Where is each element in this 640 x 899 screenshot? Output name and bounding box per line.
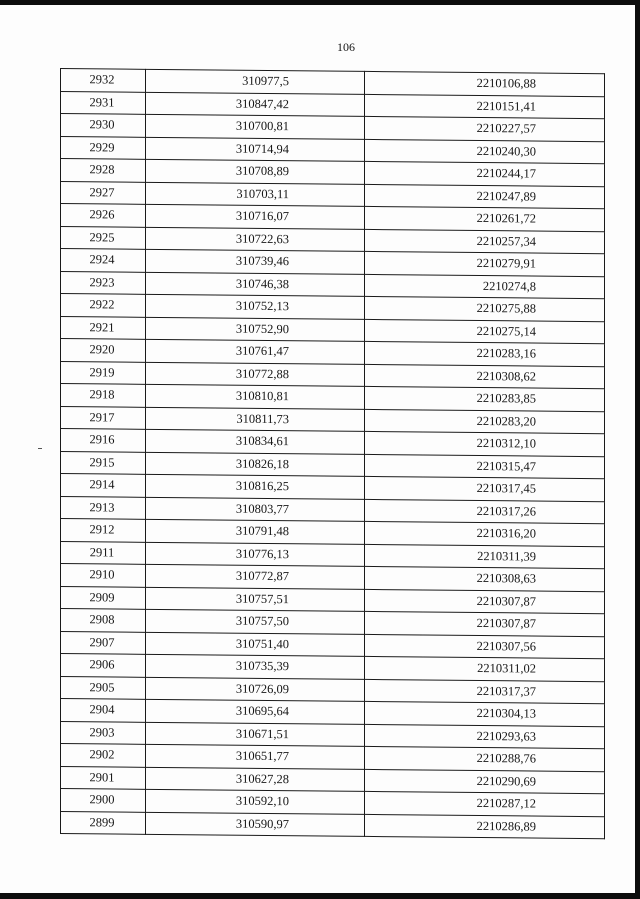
- y-coordinate-cell: 2210307,56: [365, 634, 605, 659]
- y-coordinate-cell: 2210311,02: [365, 656, 605, 681]
- y-coordinate-cell: 2210283,20: [365, 409, 605, 434]
- scan-border-right: [635, 0, 640, 899]
- x-coordinate-cell: 310757,50: [146, 609, 365, 634]
- x-coordinate-cell: 310810,81: [146, 384, 365, 409]
- y-coordinate-cell: 2210317,37: [365, 679, 605, 704]
- y-coordinate-cell: 2210261,72: [365, 206, 605, 231]
- table-row: [61, 811, 605, 839]
- x-coordinate-cell: 310776,13: [146, 542, 365, 567]
- y-coordinate-cell: 2210308,62: [365, 364, 605, 389]
- y-coordinate-cell: 2210317,26: [365, 499, 605, 524]
- y-coordinate-cell: 2210312,10: [365, 431, 605, 456]
- y-coordinate-cell: 2210308,63: [365, 566, 605, 591]
- x-coordinate-cell: 310811,73: [146, 407, 365, 432]
- x-coordinate-cell: 310752,90: [146, 317, 365, 342]
- point-number-cell: 2905: [61, 676, 146, 699]
- point-number-cell: 2927: [61, 181, 146, 204]
- y-coordinate-cell: 2210275,14: [365, 319, 605, 344]
- x-coordinate-cell: 310695,64: [146, 699, 365, 724]
- y-coordinate-cell: 2210106,88: [365, 71, 605, 96]
- x-coordinate-cell: 310772,87: [146, 564, 365, 589]
- page-number: 106: [337, 40, 355, 54]
- point-number-cell: 2931: [61, 91, 146, 114]
- point-number-cell: 2910: [61, 564, 146, 587]
- x-coordinate-cell: 310592,10: [146, 789, 365, 814]
- y-coordinate-cell: 2210315,47: [365, 454, 605, 479]
- point-number-cell: 2908: [61, 609, 146, 632]
- y-coordinate-cell: 2210290,69: [365, 769, 605, 794]
- point-number-cell: 2928: [61, 159, 146, 182]
- x-coordinate-cell: 310803,77: [146, 497, 365, 522]
- point-number-cell: 2920: [61, 339, 146, 362]
- coordinates-table: [60, 68, 605, 839]
- y-coordinate-cell: 2210151,41: [365, 94, 605, 119]
- y-coordinate-cell: 2210275,88: [365, 296, 605, 321]
- y-coordinate-cell: 2210279,91: [365, 251, 605, 276]
- x-coordinate-cell: 310708,89: [146, 159, 365, 184]
- x-coordinate-cell: 310772,88: [146, 362, 365, 387]
- point-number-cell: 2925: [61, 226, 146, 249]
- y-coordinate-cell: 2210227,57: [365, 116, 605, 141]
- y-coordinate-cell: 2210240,30: [365, 139, 605, 164]
- point-number-cell: 2926: [61, 204, 146, 227]
- x-coordinate-cell: 310651,77: [146, 744, 365, 769]
- x-coordinate-cell: 310791,48: [146, 519, 365, 544]
- point-number-cell: 2899: [61, 811, 146, 834]
- coordinates-table-body: [61, 69, 605, 839]
- y-coordinate-cell: 2210287,12: [365, 791, 605, 816]
- point-number-cell: 2909: [61, 586, 146, 609]
- y-coordinate-cell: 2210311,39: [365, 544, 605, 569]
- x-coordinate-cell: 310746,38: [146, 272, 365, 297]
- point-number-cell: 2913: [61, 496, 146, 519]
- y-coordinate-cell: 2210293,63: [365, 724, 605, 749]
- point-number-cell: 2916: [61, 429, 146, 452]
- y-coordinate-cell: 2210288,76: [365, 746, 605, 771]
- x-coordinate-cell: 310714,94: [146, 137, 365, 162]
- y-coordinate-cell: 2210283,85: [365, 386, 605, 411]
- x-coordinate-cell: 310627,28: [146, 767, 365, 792]
- x-coordinate-cell: 310977,5: [146, 69, 365, 94]
- x-coordinate-cell: 310671,51: [146, 722, 365, 747]
- point-number-cell: 2911: [61, 541, 146, 564]
- y-coordinate-cell: 2210257,34: [365, 229, 605, 254]
- point-number-cell: 2919: [61, 361, 146, 384]
- margin-mark: [38, 448, 42, 449]
- x-coordinate-cell: 310826,18: [146, 452, 365, 477]
- y-coordinate-cell: 2210317,45: [365, 476, 605, 501]
- point-number-cell: 2917: [61, 406, 146, 429]
- y-coordinate-cell: 2210307,87: [365, 611, 605, 636]
- y-coordinate-cell: 2210304,13: [365, 701, 605, 726]
- point-number-cell: 2929: [61, 136, 146, 159]
- point-number-cell: 2902: [61, 744, 146, 767]
- x-coordinate-cell: 310834,61: [146, 429, 365, 454]
- point-number-cell: 2903: [61, 721, 146, 744]
- x-coordinate-cell: 310726,09: [146, 677, 365, 702]
- scan-border-bottom: [0, 893, 640, 899]
- x-coordinate-cell: 310752,13: [146, 294, 365, 319]
- x-coordinate-cell: 310757,51: [146, 587, 365, 612]
- point-number-cell: 2918: [61, 384, 146, 407]
- point-number-cell: 2906: [61, 654, 146, 677]
- y-coordinate-cell: 2210283,16: [365, 341, 605, 366]
- x-coordinate-cell: 310761,47: [146, 339, 365, 364]
- x-coordinate-cell: 310735,39: [146, 654, 365, 679]
- x-coordinate-cell: 310703,11: [146, 182, 365, 207]
- point-number-cell: 2921: [61, 316, 146, 339]
- y-coordinate-cell: 2210307,87: [365, 589, 605, 614]
- point-number-cell: 2904: [61, 699, 146, 722]
- y-coordinate-cell: 2210286,89: [365, 814, 605, 839]
- point-number-cell: 2923: [61, 271, 146, 294]
- x-coordinate-cell: 310739,46: [146, 249, 365, 274]
- x-coordinate-cell: 310716,07: [146, 204, 365, 229]
- point-number-cell: 2901: [61, 766, 146, 789]
- point-number-cell: 2915: [61, 451, 146, 474]
- point-number-cell: 2932: [61, 69, 146, 92]
- x-coordinate-cell: 310816,25: [146, 474, 365, 499]
- x-coordinate-cell: 310847,42: [146, 92, 365, 117]
- point-number-cell: 2930: [61, 114, 146, 137]
- x-coordinate-cell: 310590,97: [146, 812, 365, 837]
- x-coordinate-cell: 310751,40: [146, 632, 365, 657]
- x-coordinate-cell: 310700,81: [146, 114, 365, 139]
- point-number-cell: 2907: [61, 631, 146, 654]
- point-number-cell: 2900: [61, 789, 146, 812]
- point-number-cell: 2912: [61, 519, 146, 542]
- y-coordinate-cell: 2210274,8: [365, 274, 605, 299]
- point-number-cell: 2922: [61, 294, 146, 317]
- y-coordinate-cell: 2210247,89: [365, 184, 605, 209]
- y-coordinate-cell: 2210316,20: [365, 521, 605, 546]
- point-number-cell: 2914: [61, 474, 146, 497]
- y-coordinate-cell: 2210244,17: [365, 161, 605, 186]
- point-number-cell: 2924: [61, 249, 146, 272]
- scan-border-top: [0, 0, 640, 5]
- x-coordinate-cell: 310722,63: [146, 227, 365, 252]
